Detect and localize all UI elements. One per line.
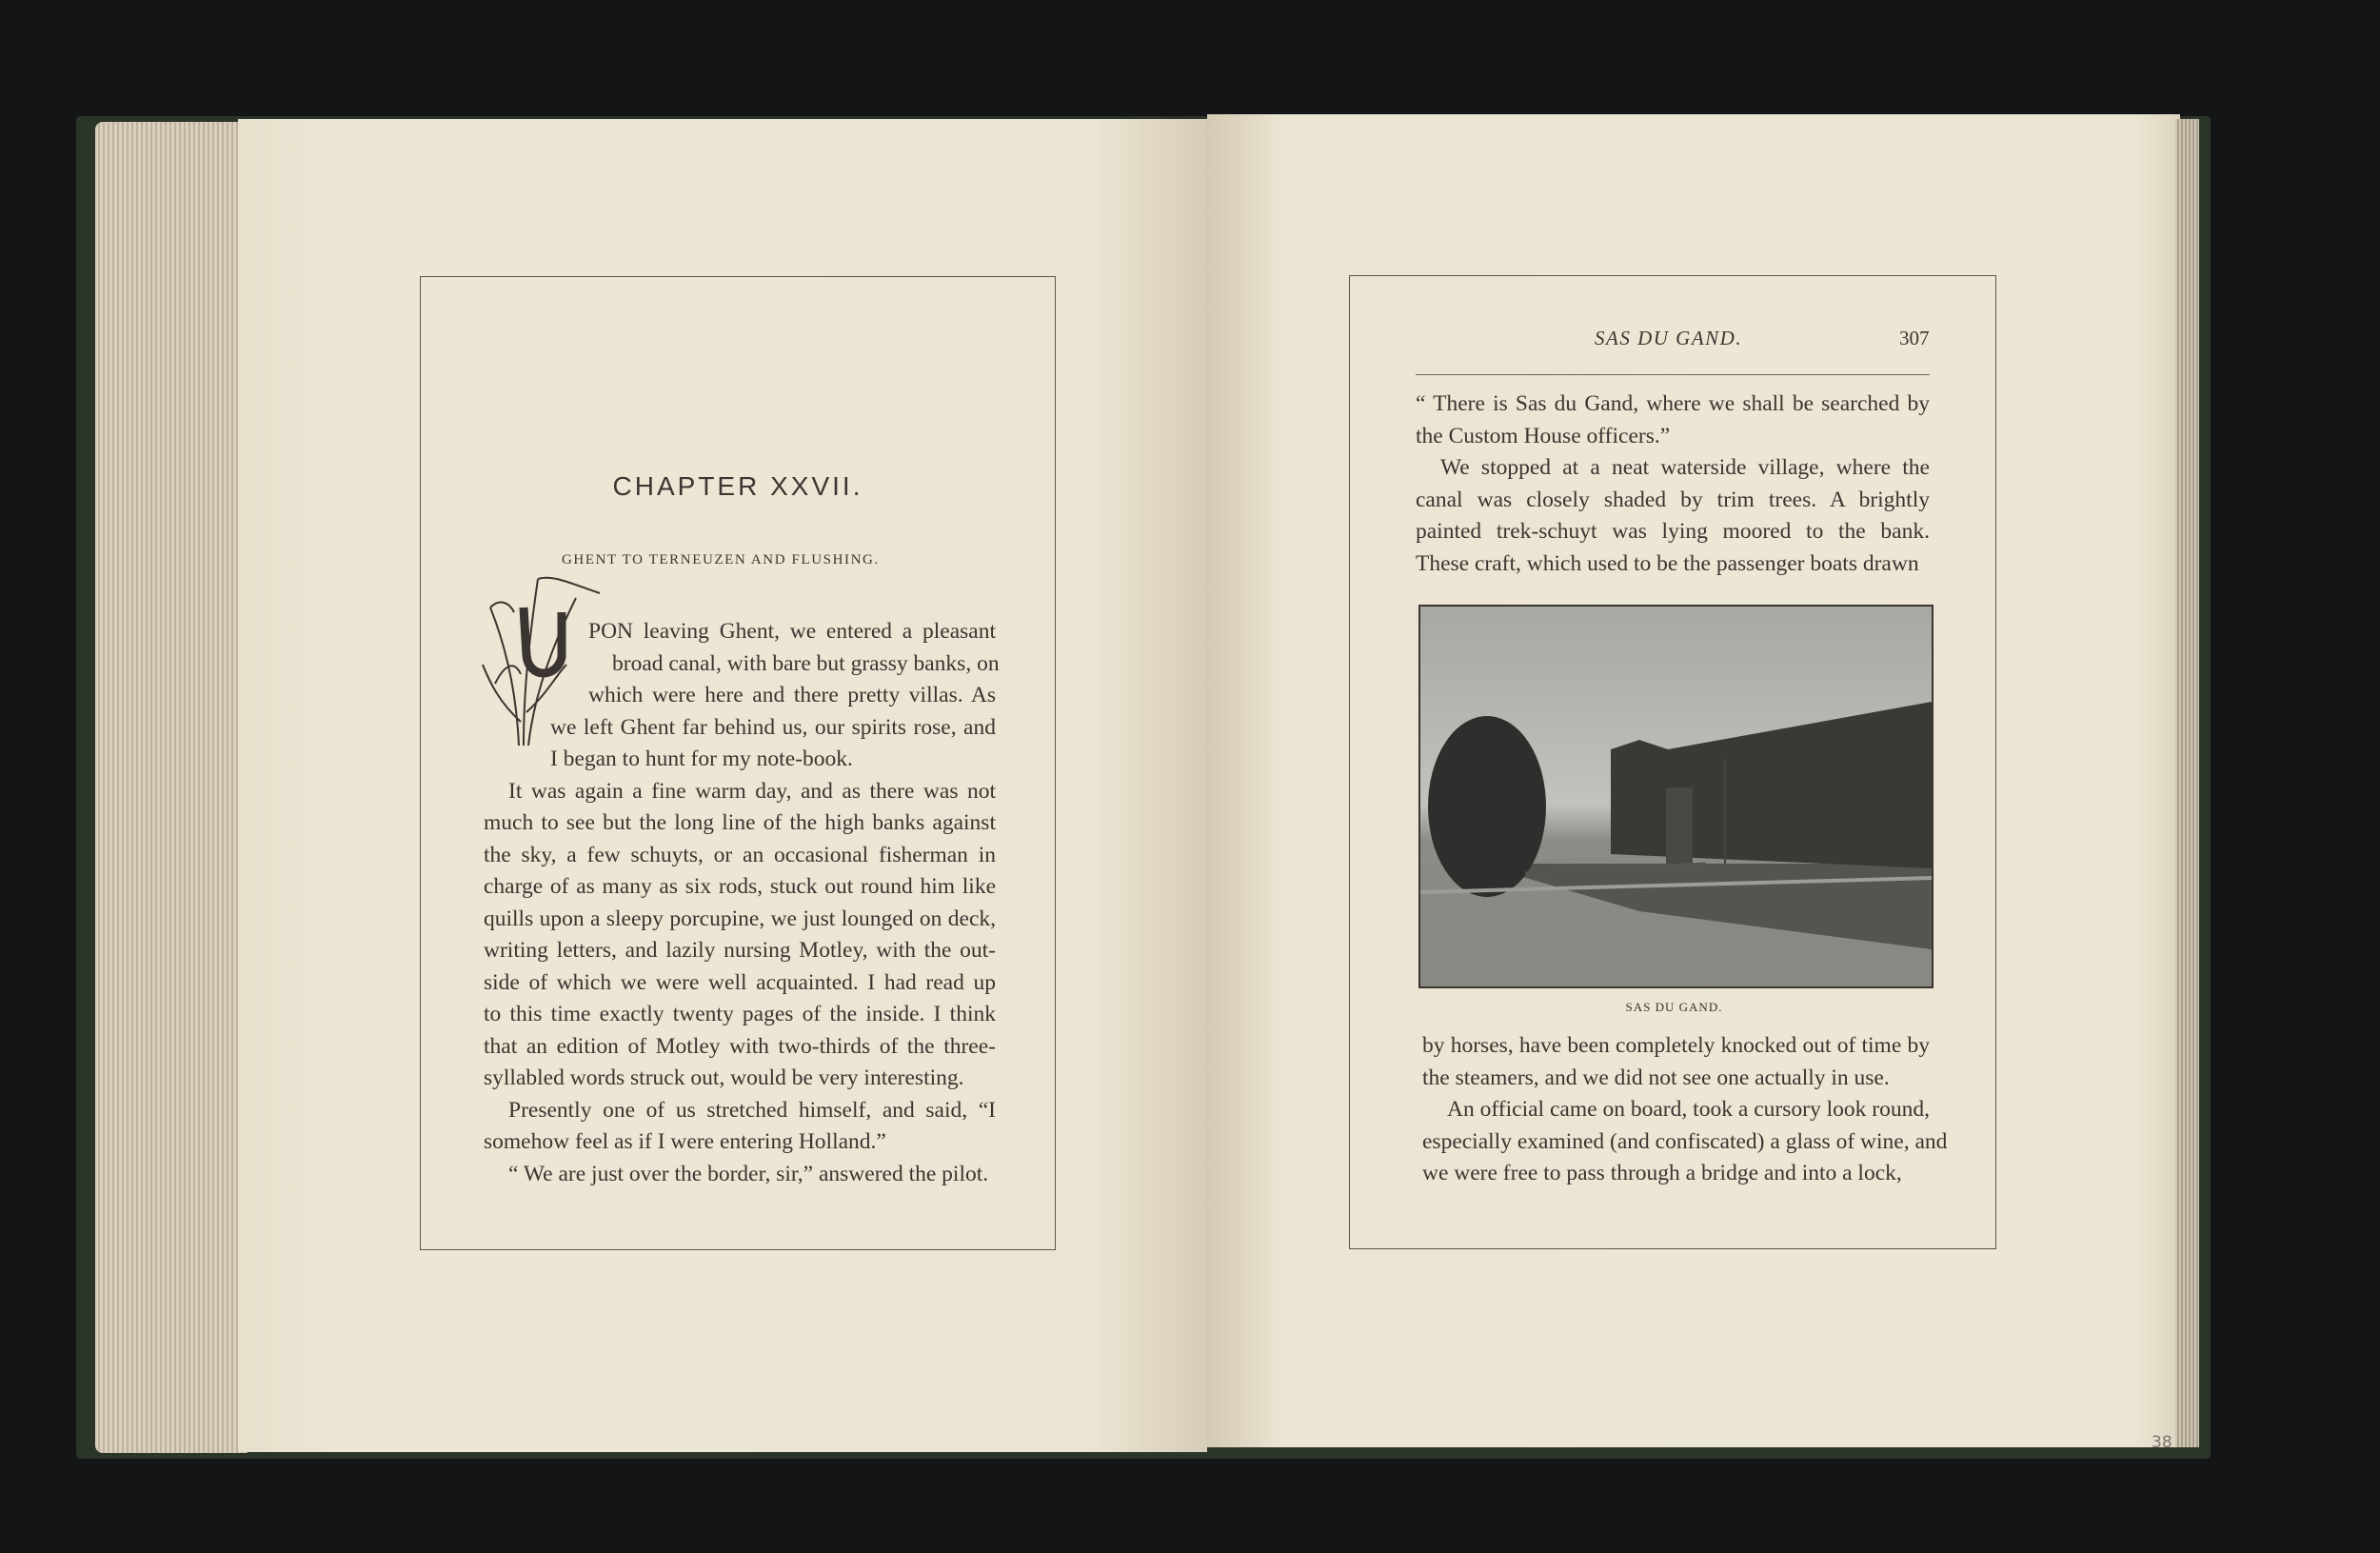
chapter-subtitle: GHENT TO TERNEUZEN AND FLUSHING. bbox=[562, 552, 880, 567]
text-line: canal was closely shaded by trim trees. A brightly bbox=[1416, 487, 1930, 512]
text-line: PON leaving Ghent, we entered a pleasant bbox=[588, 619, 996, 644]
text-line: the Custom House officers.” bbox=[1416, 423, 1671, 448]
text-line: broad canal, with bare but grassy banks, on bbox=[612, 650, 1000, 676]
text-line: These craft, which used to be the passenger boats drawn bbox=[1416, 550, 1919, 576]
illustration-caption: SAS DU GAND. bbox=[1625, 1000, 1723, 1014]
text-line: to this time exactly twenty pages of the inside. I think bbox=[484, 1002, 996, 1026]
page-edges-left bbox=[95, 122, 248, 1453]
canal-illustration bbox=[1418, 605, 1934, 988]
text-line: the steamers, and we did not see one actually in use. bbox=[1422, 1065, 1890, 1090]
page-number: 307 bbox=[1899, 327, 1930, 349]
page-edges-right bbox=[2175, 119, 2199, 1447]
text-line: “ We are just over the border, sir,” answered the pilot. bbox=[508, 1161, 989, 1186]
text-line: we were free to pass through a bridge and into a lock, bbox=[1422, 1161, 1902, 1185]
text-line: which were here and there pretty villas. As bbox=[588, 683, 996, 707]
header-rule bbox=[1416, 374, 1930, 375]
text-line: we left Ghent far behind us, our spirits rose, and bbox=[550, 714, 996, 740]
text-line: quills upon a sleepy porcupine, we just lounged on deck, bbox=[484, 906, 996, 931]
text-line: side of which we were well acquainted. I had read up bbox=[484, 969, 996, 995]
text-line: charge of as many as six rods, stuck out round him like bbox=[484, 874, 996, 899]
text-line: by horses, have been completely knocked out of time by bbox=[1422, 1033, 1930, 1058]
text-line: the sky, a few schuyts, or an occasional fisherman in bbox=[484, 842, 996, 867]
text-line: writing letters, and lazily nursing Motley, with the out- bbox=[484, 938, 996, 963]
text-line: Presently one of us stretched himself, and said, “I bbox=[508, 1097, 996, 1123]
running-head: SAS DU GAND. bbox=[1595, 327, 1743, 349]
text-line: An official came on board, took a cursory look round, bbox=[1447, 1097, 1930, 1122]
text-line: somehow feel as if I were entering Holland.” bbox=[484, 1129, 886, 1154]
right-body-text-top bbox=[1416, 388, 1930, 580]
left-body-text bbox=[484, 616, 1000, 1190]
text-line: painted trek-schuyt was lying moored to the bank. bbox=[1416, 519, 1930, 544]
text-line: especially examined (and confiscated) a glass of wine, and bbox=[1422, 1128, 1948, 1154]
text-line: It was again a fine warm day, and as there was not bbox=[508, 778, 996, 804]
text-line: I began to hunt for my note-book. bbox=[550, 747, 853, 771]
chapter-title: CHAPTER XXVII. bbox=[612, 471, 863, 501]
text-line: We stopped at a neat waterside village, where the bbox=[1440, 455, 1930, 480]
text-line: “ There is Sas du Gand, where we shall be searched by bbox=[1416, 391, 1930, 416]
text-line: that an edition of Motley with two-thirds of the three- bbox=[484, 1033, 996, 1059]
text-line: syllabled words struck out, would be very interesting. bbox=[484, 1065, 964, 1090]
pencil-mark: 38 bbox=[2152, 1433, 2172, 1452]
right-body-text-bottom bbox=[1422, 1030, 1948, 1190]
text-line: much to see but the long line of the high banks against bbox=[484, 810, 996, 835]
